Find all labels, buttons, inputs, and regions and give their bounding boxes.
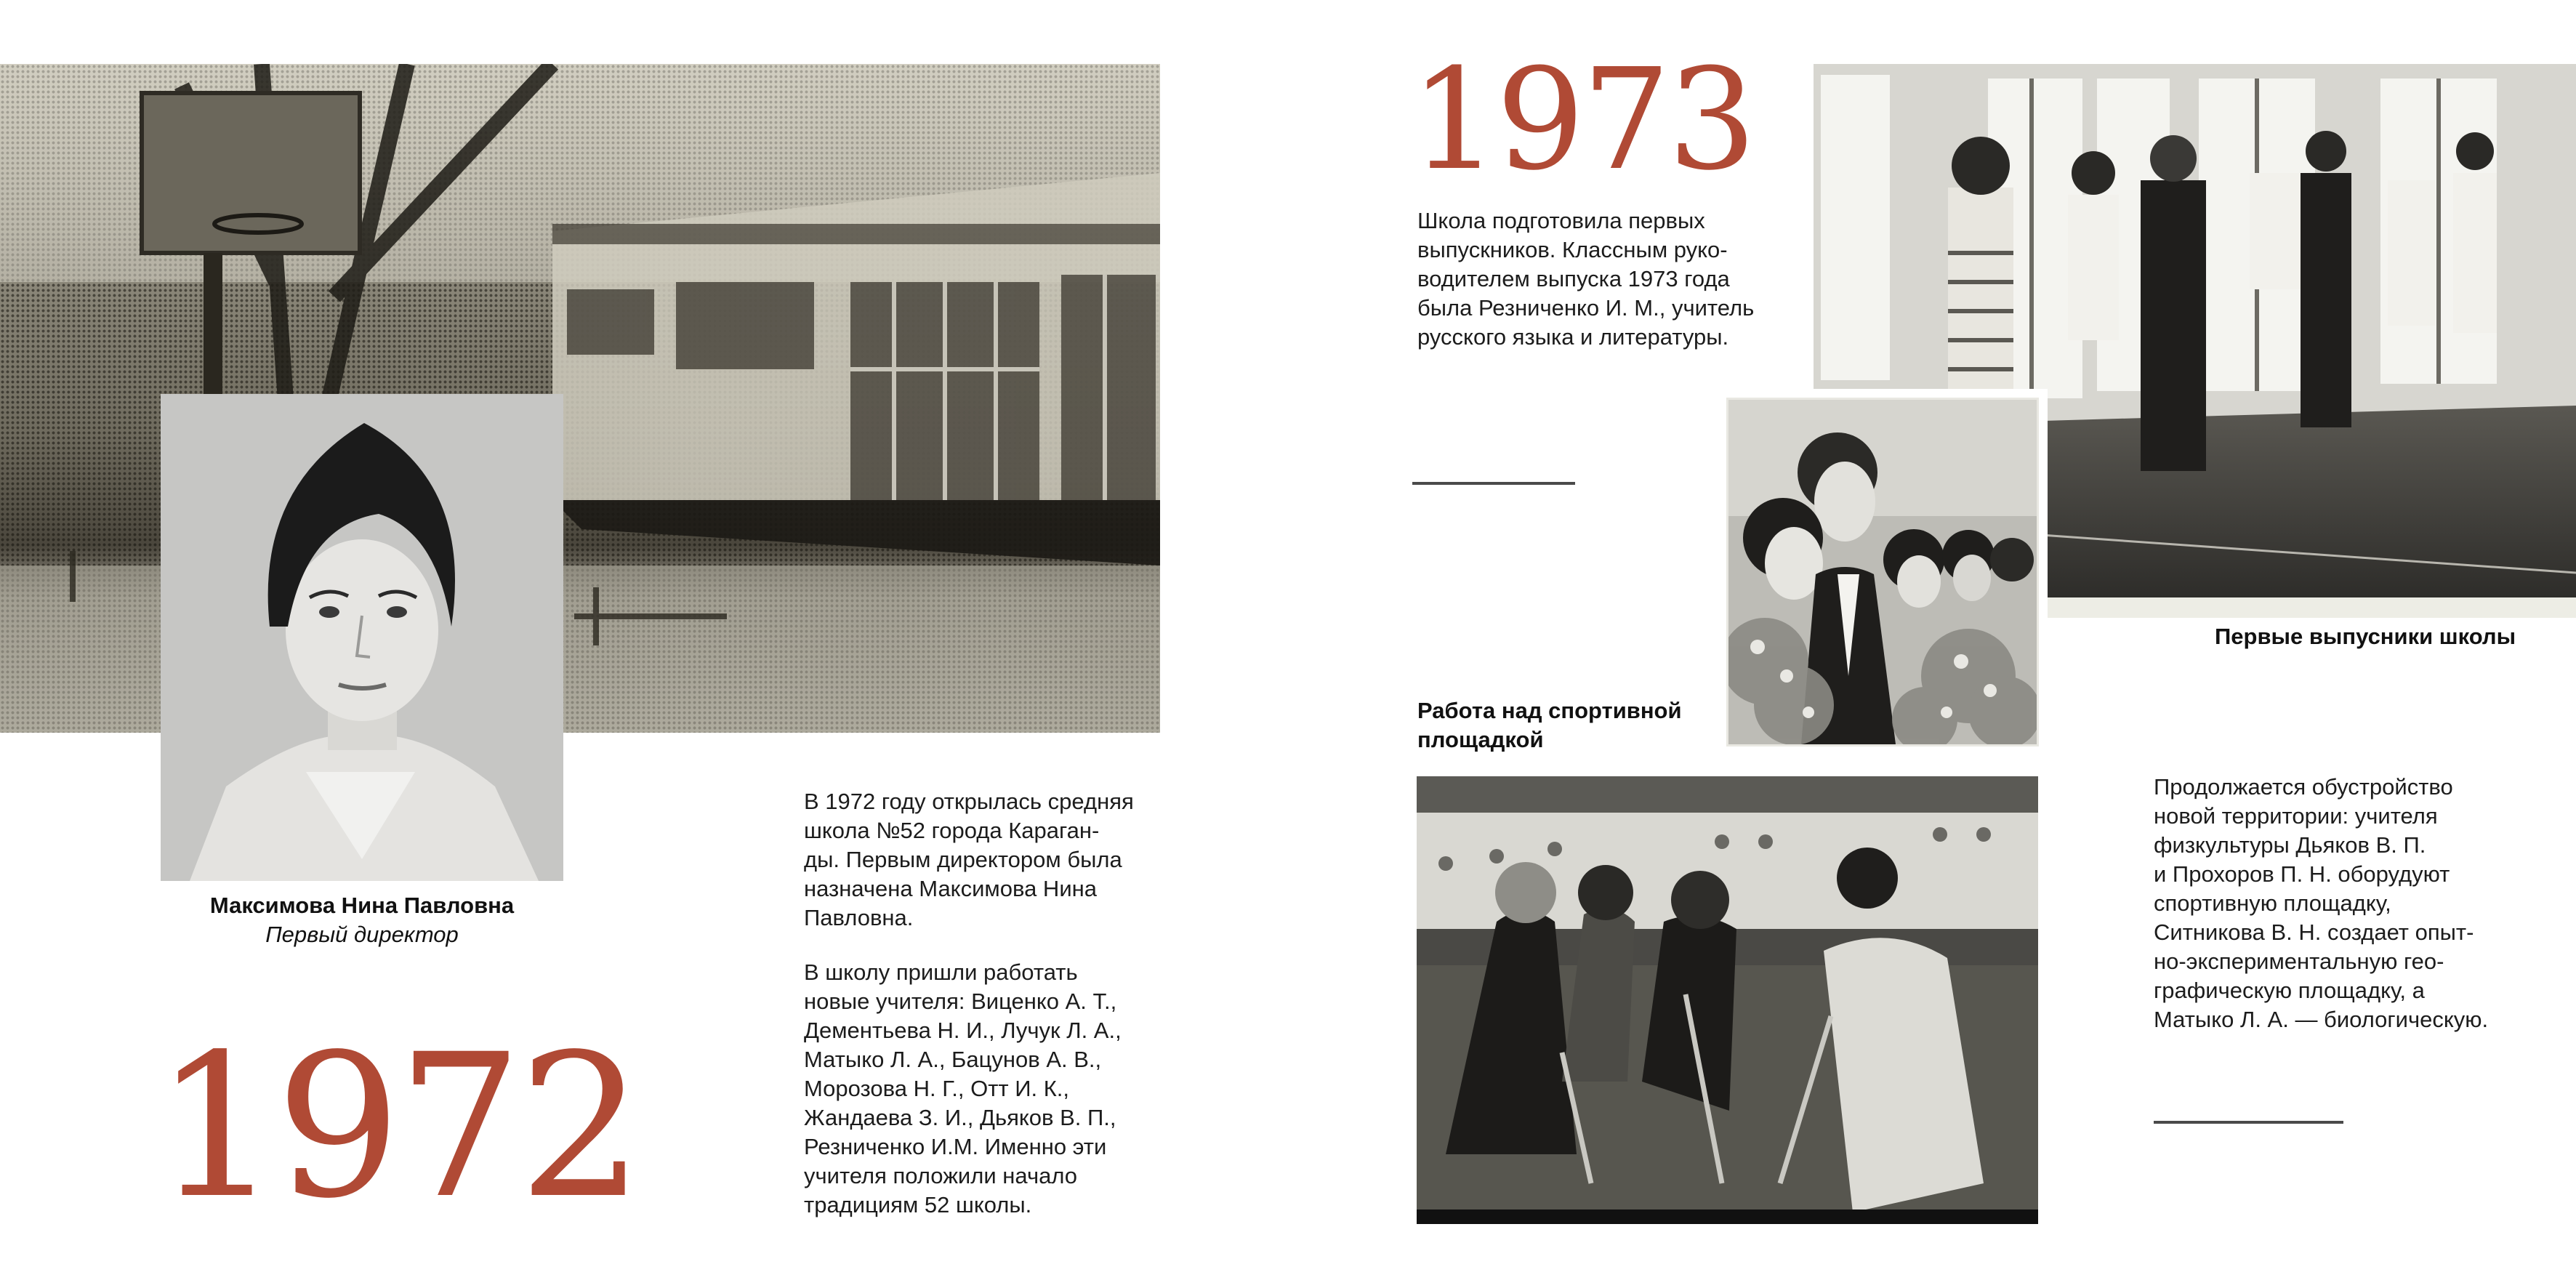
digging-illustration [1417, 776, 2038, 1224]
divider-line [1412, 482, 1575, 485]
director-role: Первый директор [265, 922, 459, 947]
year-1972-heading: 1972 [154, 1013, 640, 1242]
director-name: Максимова Нина Павловна [209, 893, 515, 918]
flowers-illustration [1728, 400, 2037, 744]
portrait-illustration [161, 394, 563, 881]
graduates-intro-paragraph: Школа подготовила первых выпускников. Классным руко- водителем выпуска 1973 года была Резниченко И. М., учитель русского языка и литературы. [1417, 208, 1755, 350]
sports-ground-caption: Работа над спортивной площадкой [1417, 698, 1682, 752]
portrait-photo [161, 394, 563, 881]
portrait-caption [161, 891, 563, 949]
graduates-with-flowers-photo [1726, 398, 2039, 746]
founding-paragraph: В 1972 году открылась средняя школа №52 города Караган- ды. Первым директором была назначена Максимова Нина Павловна. [804, 789, 1134, 930]
teachers-paragraph: В школу пришли работать новые учителя: Виценко А. Т., Дементьева Н. И., Лучук Л. А., Матыко Л. А., Бацунов А. В., Морозова Н. Г., Отт И. К., Жандаева З. И., Дьяков В. П., Резниченко И.М. Именно эти учителя положили начало традициям 52 школы. [804, 959, 1122, 1217]
divider-line [2154, 1121, 2343, 1124]
territory-paragraph: Продолжается обустройство новой территории: учителя физкультуры Дьяков В. П. и Прохоров П. Н. оборудуют спортивную площадку, Ситникова В. Н. создает опыт- но-экспериментальную гео- графическую площадку, а Матыко Л. А. — биологическую. [2154, 774, 2489, 1032]
sports-ground-work-photo [1417, 776, 2038, 1224]
year-1973-heading: 1973 [1410, 39, 1754, 201]
graduates-photo-caption: Первые выпусники школы [2215, 624, 2516, 649]
